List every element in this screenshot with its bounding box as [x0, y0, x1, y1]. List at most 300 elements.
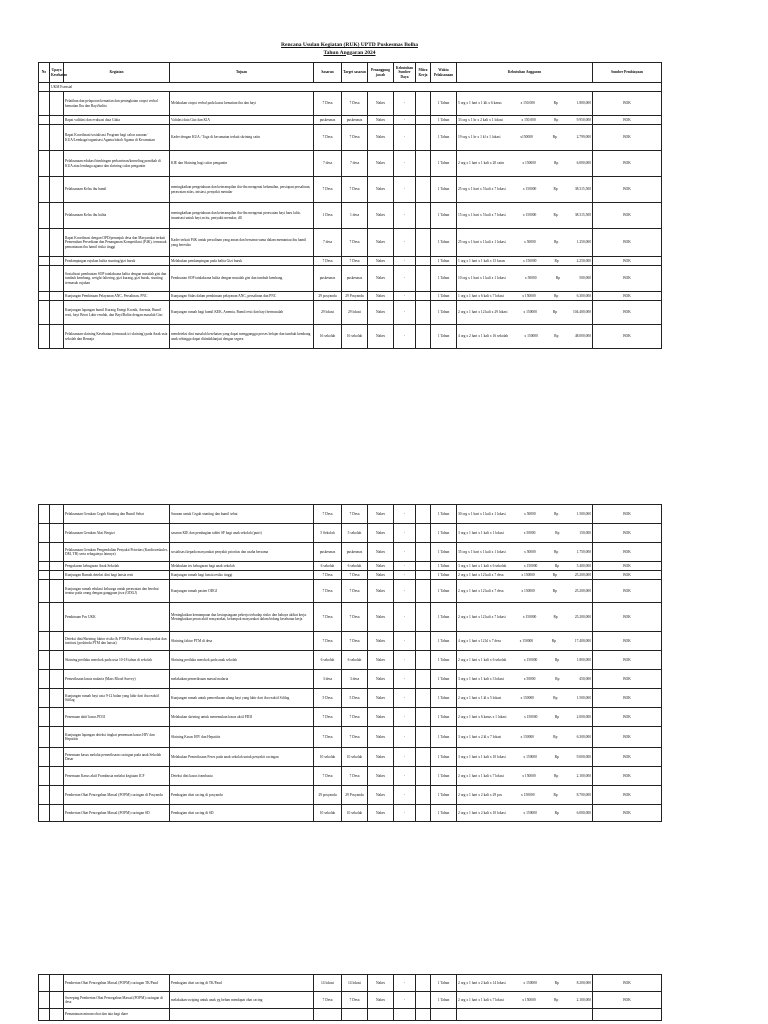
anggaran-satuan: x 150000: [520, 734, 534, 739]
cell-daya: -: [394, 292, 416, 301]
table-row: [39, 151, 662, 177]
anggaran-rp: Rp: [553, 695, 558, 700]
cell-daya: -: [394, 229, 416, 257]
cell-tujuan: Sasaran untuk Cegah stunting dan bumil sehat: [170, 505, 314, 524]
header-kegiatan: Kegiatan: [64, 63, 170, 83]
table-row: [39, 767, 662, 786]
cell-pj: Nakes: [368, 992, 394, 1009]
anggaran-breakdown: [458, 334, 591, 338]
cell-sasaran: 7 Desa: [314, 992, 342, 1009]
anggaran-breakdown: [458, 550, 591, 554]
table-row: [39, 266, 662, 292]
cell-daya: -: [394, 786, 416, 805]
anggaran-breakdown: [458, 658, 591, 662]
cell-anggaran: [457, 767, 593, 786]
cell-anggaran: [457, 992, 593, 1009]
cell-tujuan: Melakukan tes kebugaran bagi anak sekolah: [170, 562, 314, 571]
cell-waktu: 1 Tahun: [431, 580, 457, 603]
cell-pj: [368, 1009, 394, 1021]
cell-kegiatan: Pelaksanaan Kelas ibu balita: [64, 203, 170, 229]
cell-target: 7 Desa: [342, 257, 368, 266]
cell-tujuan: melakukan pemeriksaan massal malaria: [170, 670, 314, 689]
cell-no: [39, 805, 50, 822]
table-block-2: [38, 504, 661, 822]
cell-upaya: [50, 689, 64, 708]
cell-kegiatan: Pembinaan Pos UKK: [64, 603, 170, 632]
anggaran-breakdown: [458, 615, 591, 619]
cell-upaya: [50, 325, 64, 349]
cell-anggaran: [457, 786, 593, 805]
cell-no: [39, 975, 50, 992]
table-row: [39, 632, 662, 651]
cell-waktu: 1 Tahun: [431, 708, 457, 727]
anggaran-rincian: 2 org x 1 hari x 12 kali x 7 lokasi: [458, 614, 506, 619]
cell-no: [39, 580, 50, 603]
anggaran-rincian: 3 org x 1 hari x 2 kl x 7 lokasi: [458, 734, 502, 739]
cell-anggaran: [457, 708, 593, 727]
cell-tujuan: Pembagian obat cacing di posyandu: [170, 786, 314, 805]
cell-daya: -: [394, 767, 416, 786]
table-row: [39, 203, 662, 229]
cell-mitra: [416, 805, 431, 822]
cell-upaya: [50, 562, 64, 571]
cell-sumber: BOK: [593, 92, 662, 116]
cell-mitra: [416, 505, 431, 524]
cell-pj: Nakes: [368, 632, 394, 651]
cell-pj: Nakes: [368, 543, 394, 562]
anggaran-satuan: x 150000: [523, 980, 537, 985]
anggaran-rp: Rp: [554, 657, 560, 662]
anggaran-jumlah: 2.250,000: [576, 258, 591, 263]
cell-daya: -: [394, 571, 416, 580]
cell-waktu: 1 Tahun: [431, 805, 457, 822]
cell-daya: -: [394, 689, 416, 708]
cell-sumber: BOK: [593, 975, 662, 992]
cell-sumber: BOK: [593, 992, 662, 1009]
anggaran-rp: Rp: [553, 213, 558, 218]
cell-upaya: [50, 651, 64, 670]
cell-sasaran: 7 Desa: [314, 603, 342, 632]
anggaran-satuan: x 150000: [522, 213, 537, 218]
cell-waktu: 1 Tahun: [431, 571, 457, 580]
cell-upaya: [50, 266, 64, 292]
table-row: [39, 1009, 662, 1021]
cell-sasaran: 7 desa: [314, 229, 342, 257]
cell-sumber: BOK: [593, 543, 662, 562]
cell-sasaran: 7 Desa: [314, 92, 342, 116]
cell-daya: -: [394, 92, 416, 116]
anggaran-rincian: 19 org x 1 hr x 1 kl x 1 lokasi: [458, 135, 501, 140]
anggaran-satuan: x 50000: [524, 240, 536, 245]
cell-pj: Nakes: [368, 670, 394, 689]
cell-pj: Nakes: [368, 708, 394, 727]
anggaran-rp: Rp: [552, 310, 558, 315]
cell-sasaran: 7 Desa: [314, 708, 342, 727]
cell-no: [39, 992, 50, 1009]
anggaran-rincian: 2 org x 1 hari x 2 kali x 29 pos: [458, 792, 503, 797]
anggaran-breakdown: [458, 735, 591, 739]
cell-no: [39, 767, 50, 786]
anggaran-breakdown: [458, 755, 591, 759]
cell-daya: -: [394, 727, 416, 748]
cell-tujuan: Skrining perilaku merokok pada anak sekolah: [170, 651, 314, 670]
cell-daya: -: [394, 524, 416, 543]
cell-pj: Nakes: [368, 266, 394, 292]
cell-kegiatan: Pelaksanaan Kelas ibu hamil: [64, 177, 170, 203]
cell-upaya: [50, 151, 64, 177]
anggaran-rp: Rp: [554, 511, 559, 516]
anggaran-rp: Rp: [554, 997, 559, 1002]
anggaran-satuan: x 150000: [523, 258, 537, 263]
cell-waktu: 1 Tahun: [431, 292, 457, 301]
cell-sasaran: 7 Desa: [314, 177, 342, 203]
anggaran-satuan: x 50000: [524, 276, 537, 281]
cell-kegiatan: Kunjungan Pembinaan Pelayanan ANC, Persalinan, PNC: [64, 292, 170, 301]
cell-no: [39, 301, 50, 325]
cell-daya: -: [394, 125, 416, 151]
anggaran-satuan: x 50000: [524, 549, 536, 554]
cell-mitra: [416, 524, 431, 543]
table-row: [39, 257, 662, 266]
anggaran-satuan: x 150000: [520, 695, 534, 700]
cell-tujuan: Kunjungan rumah pasien ODGJ: [170, 580, 314, 603]
cell-tujuan: Melakukan skrining untuk menemukan kasus aktif PD3I: [170, 708, 314, 727]
cell-anggaran: [457, 689, 593, 708]
header-target: Target sasaran: [342, 63, 368, 83]
cell-sasaran: 29 posyandu: [314, 786, 342, 805]
cell-no: [39, 748, 50, 767]
anggaran-rincian: 30 org x 1 hari x 1 kali x 1 lokasi: [458, 511, 506, 516]
anggaran-satuan: x 150000: [523, 714, 538, 719]
cell-upaya: [50, 92, 64, 116]
cell-tujuan: Kunjungan rumah bagi bumil KEK, Anemia, Bumil resti dan bayi bermasalah: [170, 301, 314, 325]
table-row: [39, 125, 662, 151]
cell-mitra: [416, 1009, 431, 1021]
cell-sumber: BOK: [593, 670, 662, 689]
anggaran-rincian: 2 org x 1 hari x 12 kali x 29 lokasi: [458, 310, 508, 315]
cell-waktu: 1 Tahun: [431, 543, 457, 562]
cell-target: puskesmas: [342, 543, 368, 562]
cell-mitra: [416, 266, 431, 292]
cell-anggaran: [457, 524, 593, 543]
cell-daya: -: [394, 975, 416, 992]
anggaran-breakdown: [458, 696, 591, 700]
cell-waktu: 1 Tahun: [431, 603, 457, 632]
cell-mitra: [416, 992, 431, 1009]
anggaran-breakdown: [458, 639, 591, 643]
table-row: [39, 301, 662, 325]
cell-mitra: [416, 580, 431, 603]
anggaran-breakdown: [458, 564, 591, 568]
anggaran-rp: Rp: [554, 334, 559, 339]
anggaran-jumlah: 1.750,000: [576, 549, 591, 554]
cell-target: 5 sekolah: [342, 524, 368, 543]
cell-pj: Nakes: [368, 257, 394, 266]
cell-mitra: [416, 257, 431, 266]
cell-anggaran: [457, 92, 593, 116]
anggaran-breakdown: [458, 187, 591, 191]
cell-waktu: 1 Tahun: [431, 125, 457, 151]
cell-kegiatan: Deteksi dini/Skrining faktor risiko & PTM Prioritas di masyarakat dan institusi (posbindu PTM dan lansia): [64, 632, 170, 651]
cell-mitra: [416, 325, 431, 349]
table-row: [39, 670, 662, 689]
cell-waktu: 1 Tahun: [431, 203, 457, 229]
cell-no: [39, 116, 50, 125]
anggaran-rincian: 1 org x 1 hari x 6 kali x 7 lokasi: [458, 293, 504, 298]
cell-upaya: [50, 767, 64, 786]
cell-sumber: BOK: [593, 125, 662, 151]
anggaran-rp: Rp: [554, 754, 559, 759]
cell-pj: Nakes: [368, 292, 394, 301]
header-anggaran: Kebutuhan Anggaran: [457, 63, 593, 83]
anggaran-rp: Rp: [553, 187, 558, 192]
anggaran-breakdown: [458, 118, 591, 122]
cell-upaya: [50, 543, 64, 562]
cell-target: 5 Desa: [342, 689, 368, 708]
cell-daya: -: [394, 992, 416, 1009]
cell-kegiatan: Sosialisasi pembuatan SOP tatalaksana balita dengan masalah gizi dan tumbuh kembang, weight faltering, gizi kurang, gizi buruk, stunting termasuk rujukan: [64, 266, 170, 292]
cell-tujuan: KIE dan Skrining bagi calon pengantin: [170, 151, 314, 177]
cell-kegiatan: Pengukuran kebugaran Anak Sekolah: [64, 562, 170, 571]
cell-target: 6 sekolah: [342, 562, 368, 571]
anggaran-breakdown: [458, 531, 591, 535]
anggaran-rincian: 2 org x 1 hari x 2 kali x 14 lokasi: [458, 980, 506, 985]
cell-daya: -: [394, 301, 416, 325]
cell-upaya: [50, 125, 64, 151]
cell-mitra: [416, 571, 431, 580]
anggaran-satuan: x 150.000: [521, 117, 536, 122]
cell-anggaran: [457, 505, 593, 524]
cell-sumber: BOK: [593, 562, 662, 571]
cell-tujuan: Kader terkait P4K untuk persalinan yang aman dan bersama-sama dalam memantau ibu hamil yang beresiko: [170, 229, 314, 257]
cell-tujuan: Kader dengan KUA / Toga di kecamatan terkait skrining catin: [170, 125, 314, 151]
anggaran-breakdown: [458, 998, 591, 1002]
anggaran-rp: Rp: [552, 572, 557, 577]
cell-daya: -: [394, 748, 416, 767]
header-mitra: Mitra Kerja: [416, 63, 431, 83]
cell-sasaran: 3 desa: [314, 670, 342, 689]
anggaran-jumlah: 6.000,000: [576, 161, 591, 166]
anggaran-breakdown: [458, 589, 591, 593]
anggaran-satuan: x 150000: [522, 773, 536, 778]
cell-sasaran: puskesmas: [314, 266, 342, 292]
cell-sasaran: 7 Desa: [314, 125, 342, 151]
cell-target: 7 Desa: [342, 708, 368, 727]
cell-mitra: [416, 689, 431, 708]
anggaran-jumlah: 6.300,000: [576, 734, 591, 739]
cell-pj: Nakes: [368, 151, 394, 177]
cell-waktu: 1 Tahun: [431, 524, 457, 543]
anggaran-rincian: 2 org x 1 hari x 12 kali x 7 desa: [458, 572, 504, 577]
cell-sumber: BOK: [593, 708, 662, 727]
cell-sasaran: puskesmas: [314, 116, 342, 125]
cell-kegiatan: Pendampingan rujukan balita stunting/gizi buruk: [64, 257, 170, 266]
cell-waktu: 1 Tahun: [431, 505, 457, 524]
anggaran-satuan: x 150000: [521, 572, 535, 577]
cell-pj: Nakes: [368, 689, 394, 708]
cell-pj: Nakes: [368, 92, 394, 116]
table-row: [39, 992, 662, 1009]
cell-sasaran: 7 Desa: [314, 571, 342, 580]
cell-tujuan: meningkatkan pengetahuan dan keterampilan ibu-ibu mengenai perawatan bayi baru lahir, imunisasi untuk bayi,m itu, penyakit menular, dll: [170, 203, 314, 229]
cell-no: [39, 325, 50, 349]
cell-daya: -: [394, 562, 416, 571]
header-tujuan: Tujuan: [170, 63, 314, 83]
cell-target: 7 Desa: [342, 992, 368, 1009]
cell-tujuan: meningkatkan pengetahuan dan keterampilan ibu-ibu mengenai kehamilan, persiapan persalinan, perawatan nifas, inisiasi, penyakit menular: [170, 177, 314, 203]
cell-target: 7 Desa: [342, 767, 368, 786]
cell-daya: -: [394, 177, 416, 203]
cell-kegiatan: Kunjungan Rumah deteksi dini bagi lansia resti: [64, 571, 170, 580]
anggaran-rincian: 3 org x 1 hari x 1 kali x 3 lokasi: [458, 676, 504, 681]
anggaran-rincian: 2 org x 1 hari x 1 kl x 5 lokasi: [458, 695, 502, 700]
cell-pj: Nakes: [368, 603, 394, 632]
anggaran-satuan: x 150000: [522, 293, 536, 298]
cell-kegiatan: Kunjungan rumah edukasi keluarga untuk perawatan dan berobat teratur pada orang dengan gangguan jiwa (ODGJ): [64, 580, 170, 603]
cell-target: 7 Desa: [342, 632, 368, 651]
cell-sumber: BOK: [593, 229, 662, 257]
anggaran-rincian: 10 org x 1 hari x 1 kali x 1 lokasi: [458, 276, 506, 281]
title-line-2: Tahun Anggaran 2024: [323, 49, 376, 56]
anggaran-satuan: x 150000: [521, 792, 535, 797]
anggaran-breakdown: [458, 811, 591, 815]
cell-mitra: [416, 670, 431, 689]
cell-tujuan: Kunjungan Sidas dalam pembinaan pelayanan ANC, persalinan dan PNC: [170, 292, 314, 301]
cell-daya: -: [394, 266, 416, 292]
anggaran-rp: Rp: [553, 101, 558, 106]
cell-anggaran: [457, 975, 593, 992]
cell-waktu: 1 Tahun: [431, 727, 457, 748]
anggaran-breakdown: [458, 310, 591, 314]
anggaran-jumlah: 104.400,000: [573, 310, 591, 315]
cell-target: 29 Posyandu: [342, 292, 368, 301]
cell-waktu: 1 Tahun: [431, 767, 457, 786]
cell-waktu: 1 Tahun: [431, 229, 457, 257]
cell-pj: Nakes: [368, 786, 394, 805]
anggaran-rp: Rp: [555, 530, 560, 535]
anggaran-satuan: x 150000: [523, 310, 537, 315]
cell-kegiatan: Kunjungan lapangan bumil Kurang Energi Kronik, Anemia, Bumil resti, bayi Berat Lahir rendah, dan Bayi/Balita dengan masalah Gizi: [64, 301, 170, 325]
header-kebutuhan-daya: Kebutuhan Sumber Daya: [394, 63, 416, 83]
cell-tujuan: Validasi data Gizi dan KIA: [170, 116, 314, 125]
anggaran-rincian: 2 org x 1 hari x 12 kali x 7 desa: [458, 588, 504, 593]
cell-daya: -: [394, 805, 416, 822]
cell-daya: -: [394, 603, 416, 632]
cell-sumber: BOK: [593, 727, 662, 748]
table-row: [39, 748, 662, 767]
anggaran-rp: Rp: [551, 638, 557, 643]
table-row: [39, 603, 662, 632]
cell-kegiatan: Pemeriksaan kasus malaria (Mass Blood Survey): [64, 670, 170, 689]
cell-kegiatan: Kunjungan rumah bayi usia 9-12 bulan yang lahir dari ibu reaktif Sifilag: [64, 689, 170, 708]
cell-target: [342, 1009, 368, 1021]
anggaran-rp: Rp: [553, 734, 558, 739]
cell-anggaran: [457, 301, 593, 325]
cell-upaya: [50, 257, 64, 266]
table-row: [39, 92, 662, 116]
cell-sasaran: 7 Desa: [314, 727, 342, 748]
cell-mitra: [416, 203, 431, 229]
cell-target: 7 Desa: [342, 125, 368, 151]
cell-anggaran: [457, 266, 593, 292]
cell-upaya: [50, 229, 64, 257]
cell-upaya: [50, 116, 64, 125]
anggaran-jumlah: 6.000,000: [576, 810, 591, 815]
cell-kegiatan: Pelaksanaan skrining Kesehatan (termasuk tri skrining) pada Anak usia sekolah dan Remaja: [64, 325, 170, 349]
cell-pj: Nakes: [368, 229, 394, 257]
anggaran-rincian: 2 org x 1 hari x 1 kali x 7 lokasi: [458, 997, 504, 1002]
cell-upaya: [50, 727, 64, 748]
cell-upaya: [50, 603, 64, 632]
cell-target: 10 sekolah: [342, 805, 368, 822]
cell-pj: Nakes: [368, 727, 394, 748]
anggaran-rp: Rp: [553, 792, 558, 797]
anggaran-rp: Rp: [554, 980, 559, 985]
cell-upaya: [50, 670, 64, 689]
anggaran-rp: Rp: [554, 117, 559, 122]
cell-tujuan: [170, 1009, 314, 1021]
cell-sumber: BOK: [593, 603, 662, 632]
cell-mitra: [416, 543, 431, 562]
cell-sumber: BOK: [593, 203, 662, 229]
cell-upaya: [50, 203, 64, 229]
cell-anggaran: [457, 651, 593, 670]
cell-pj: Nakes: [368, 505, 394, 524]
cell-sasaran: 5 Desa: [314, 689, 342, 708]
anggaran-rp: Rp: [554, 773, 559, 778]
cell-waktu: [431, 1009, 457, 1021]
anggaran-breakdown: [458, 135, 591, 139]
anggaran-breakdown: [458, 981, 591, 985]
anggaran-breakdown: [458, 793, 591, 797]
cell-upaya: [50, 505, 64, 524]
cell-kegiatan: Rapat validasi dan evaluasi data Gikia: [64, 116, 170, 125]
section-row: [39, 83, 662, 92]
cell-sumber: BOK: [593, 301, 662, 325]
cell-sumber: BOK: [593, 292, 662, 301]
cell-sasaran: 29 lokasi: [314, 301, 342, 325]
cell-sumber: BOK: [593, 651, 662, 670]
table-row: [39, 543, 662, 562]
cell-no: [39, 727, 50, 748]
anggaran-jumlah: 17.400,000: [574, 638, 591, 643]
anggaran-breakdown: [458, 573, 591, 577]
anggaran-breakdown: [458, 294, 591, 298]
cell-kegiatan: Kunjungan lapangan deteksi tingkat penemuan kasus HIV dan Hepatitis: [64, 727, 170, 748]
cell-pj: Nakes: [368, 325, 394, 349]
cell-upaya: [50, 292, 64, 301]
cell-waktu: 1 Tahun: [431, 975, 457, 992]
cell-kegiatan: Pelaksanaan Gerakan Cegah Stunting dan Bumil Sehat: [64, 505, 170, 524]
cell-tujuan: Pembuatan SOP tatalaksana balita dengan masalah gizi dan tumbuh kembang: [170, 266, 314, 292]
anggaran-rincian: 3 org x 1 hari x 1 kali x 10 lokasi: [458, 754, 506, 759]
cell-anggaran: [457, 580, 593, 603]
cell-pj: Nakes: [368, 116, 394, 125]
anggaran-jumlah: 8.200,000: [576, 980, 591, 985]
cell-waktu: 1 Tahun: [431, 177, 457, 203]
cell-mitra: [416, 92, 431, 116]
anggaran-satuan: x 150000: [523, 563, 538, 568]
cell-tujuan: Meningkatkan kemampuan dan kesiapsiagaan pekerja terhadap risiko dan bahaya akibat kerja. Meningkatkan peran aktif masyarakat, kelompok masyarakat dalam bidang kesehatan kerja: [170, 603, 314, 632]
cell-anggaran: [457, 116, 593, 125]
anggaran-rp: Rp: [554, 258, 559, 263]
cell-upaya: [50, 1009, 64, 1021]
table-row: [39, 651, 662, 670]
header-row: [39, 63, 662, 83]
cell-target: 10 sekolah: [342, 748, 368, 767]
cell-tujuan: Skrining Kasus HIV dan Hepatitis: [170, 727, 314, 748]
cell-pj: Nakes: [368, 651, 394, 670]
